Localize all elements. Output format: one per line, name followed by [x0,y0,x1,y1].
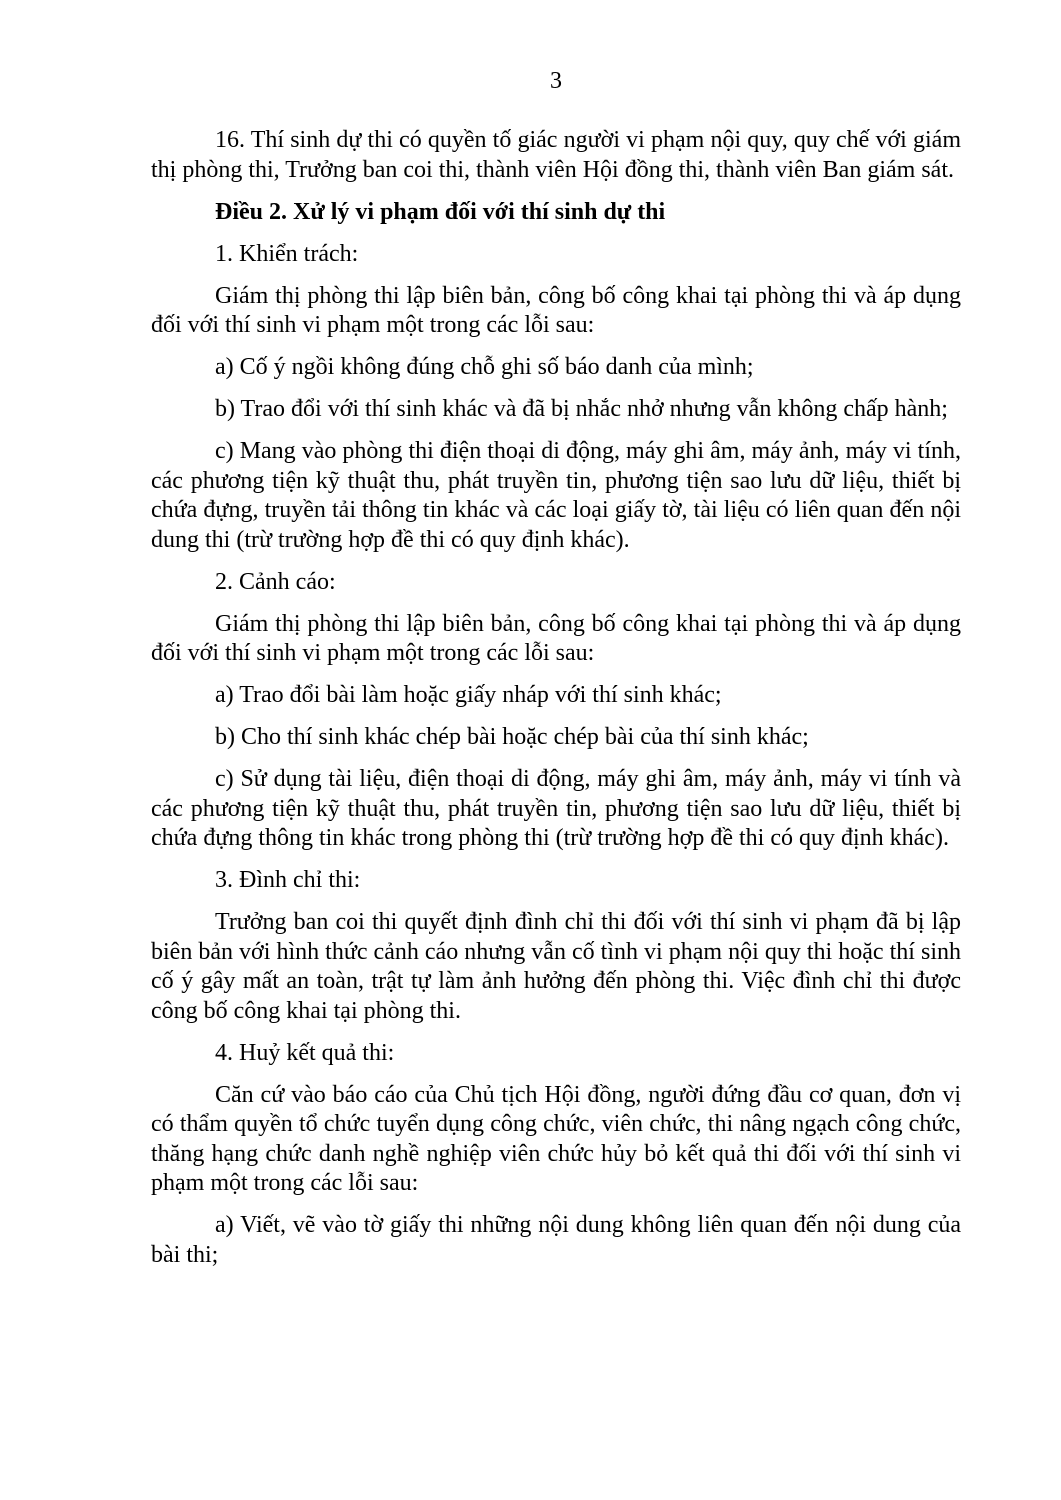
warning-item-c: c) Sử dụng tài liệu, điện thoại di động, máy ghi âm, máy ảnh, máy vi tính và các phương tiện kỹ thuật thu, phát truyền tin, phương tiện sao lưu dữ liệu, thiết bị chứa đựng thông tin khác trong phòng thi (trừ trường hợp đề thi có quy định khác). [151,766,961,851]
cancel-results-intro-paragraph: Căn cứ vào báo cáo của Chủ tịch Hội đồng, người đứng đầu cơ quan, đơn vị có thẩm quyền tổ chức tuyển dụng công chức, viên chức, thi nâng ngạch công chức, thăng hạng chức danh nghề nghiệp viên chức hủy bỏ kết quả thi đối với thí sinh vi phạm một trong các lỗi sau: [151,1081,961,1196]
paragraph-item-16-right-to-report: 16. Thí sinh dự thi có quyền tố giác người vi phạm nội quy, quy chế với giám thị phòng thi, Trưởng ban coi thi, thành viên Hội đồng thi, thành viên Ban giám sát. [151,127,961,183]
reprimand-intro-paragraph: Giám thị phòng thi lập biên bản, công bố công khai tại phòng thi và áp dụng đối với thí sinh vi phạm một trong các lỗi sau: [151,282,961,338]
warning-intro-paragraph: Giám thị phòng thi lập biên bản, công bố công khai tại phòng thi và áp dụng đối với thí sinh vi phạm một trong các lỗi sau: [151,610,961,666]
section-2-warning-heading: 2. Cảnh cáo: [215,568,336,595]
cancel-results-item-a: a) Viết, vẽ vào tờ giấy thi những nội dung không liên quan đến nội dung của bài thi; [151,1212,961,1268]
reprimand-item-b: b) Trao đổi với thí sinh khác và đã bị nhắc nhở nhưng vẫn không chấp hành; [215,396,948,422]
warning-item-b: b) Cho thí sinh khác chép bài hoặc chép bài của thí sinh khác; [215,724,809,750]
reprimand-item-a: a) Cố ý ngồi không đúng chỗ ghi số báo danh của mình; [215,354,754,380]
warning-item-a: a) Trao đổi bài làm hoặc giấy nháp với thí sinh khác; [215,682,722,708]
section-3-suspension-heading: 3. Đình chỉ thi: [215,867,361,893]
reprimand-item-c: c) Mang vào phòng thi điện thoại di động, máy ghi âm, máy ảnh, máy vi tính, các phương tiện kỹ thuật thu, phát truyền tin, phương tiện sao lưu dữ liệu, thiết bị chứa đựng, truyền tải thông tin khác và các loại giấy tờ, tài liệu có liên quan đến nội dung thi (trừ trường hợp đề thi có quy định khác). [151,438,961,553]
document-body [151,126,961,1283]
section-1-reprimand-heading: 1. Khiển trách: [215,240,359,267]
article-2-heading: Điều 2. Xử lý vi phạm đối với thí sinh dự thi [215,198,666,225]
page-number: 3 [550,68,562,94]
suspension-paragraph: Trưởng ban coi thi quyết định đình chỉ thi đối với thí sinh vi phạm đã bị lập biên bản với hình thức cảnh cáo nhưng vẫn cố tình vi phạm nội quy thi hoặc thí sinh cố ý gây mất an toàn, trật tự làm ảnh hưởng đến phòng thi. Việc đình chỉ thi được công bố công khai tại phòng thi. [151,909,961,1024]
document-page [151,0,961,1500]
section-4-cancel-results-heading: 4. Huỷ kết quả thi: [215,1039,395,1066]
